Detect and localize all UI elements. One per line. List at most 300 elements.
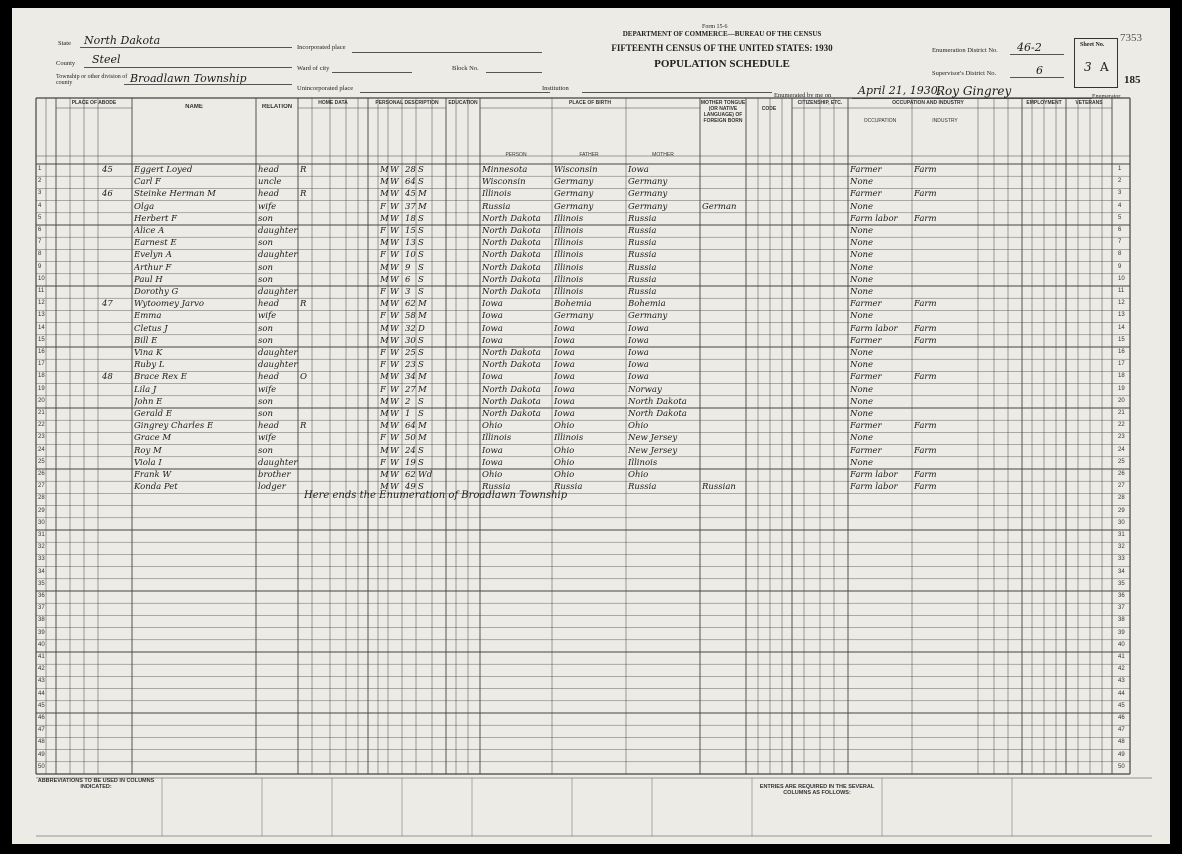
row-number: 14 [1118,324,1125,331]
row-number: 45 [1118,702,1125,709]
cell-race: W [390,372,399,383]
row-number: 40 [38,641,45,648]
cell-birth-father: Germany [554,177,594,188]
enumerator-label: Enumerator. [1092,94,1122,100]
cell-name: Cletus J [134,323,168,334]
row-number: 48 [38,739,45,746]
hdr-place-of-abode: PLACE OF ABODE [71,100,117,106]
cell-marital: M [418,384,427,395]
cell-name: Viola I [134,457,162,468]
cell-age: 64 [405,177,416,188]
cell-age: 49 [405,482,416,493]
cell-birth-person: Iowa [482,372,503,383]
cell-marital: S [418,177,424,188]
row-number: 22 [38,422,45,429]
township-value: Broadlawn Township [130,72,247,85]
cell-race: W [390,384,399,395]
enum-district-label: Enumeration District No. [932,47,998,54]
cell-birth-father: Germany [554,311,594,322]
cell-race: W [390,335,399,346]
row-number: 28 [1118,495,1125,502]
cell-race: W [390,226,399,236]
cell-occupation: None [850,311,874,322]
row-number: 21 [1118,410,1125,416]
row-number: 2 [38,178,42,185]
cell-age: 1 [405,409,411,419]
cell-birth-person: North Dakota [482,213,541,224]
stamp-number: 7353 [1120,32,1142,44]
cell-sex: F [380,457,386,468]
cell-sex: M [380,165,389,175]
cell-race: W [390,323,399,334]
cell-birth-father: Ohio [554,421,575,432]
row-number: 49 [1118,751,1125,758]
row-number: 12 [1118,300,1125,307]
cell-relation: head [258,372,280,383]
row-number: 45 [38,702,45,709]
row-number: 19 [1118,385,1125,392]
cell-relation: daughter [258,360,298,371]
cell-industry: Farm [914,189,937,200]
cell-marital: S [418,335,424,346]
cell-occupation: None [850,177,874,188]
row-number: 20 [38,397,45,404]
hdr-employment: EMPLOYMENT [1026,100,1062,106]
cell-birth-person: North Dakota [482,226,541,236]
cell-occupation: Farmer [850,165,882,175]
cell-relation: daughter [258,226,298,236]
row-number: 36 [38,593,45,599]
cell-birth-father: Illinois [554,274,584,285]
cell-relation: head [258,189,280,200]
cell-birth-mother: Iowa [628,323,649,334]
cell-marital: M [418,421,427,432]
cell-occupation: None [850,287,874,297]
cell-name: Vina K [134,348,163,358]
cell-birth-person: North Dakota [482,238,541,249]
cell-name: Dorothy G [134,287,179,297]
hdr-occupation-industry: OCCUPATION AND INDUSTRY [892,100,964,106]
department: DEPARTMENT OF COMMERCE—BUREAU OF THE CENSUS [622,30,822,38]
row-number: 48 [1118,739,1125,746]
cell-birth-person: Wisconsin [482,177,526,188]
cell-relation: son [258,213,273,224]
cell-sex: M [380,323,389,334]
cell-occupation: None [850,250,874,261]
cell-marital: S [418,348,424,358]
cell-birth-mother: North Dakota [628,396,687,407]
incorporated-label: Incorporated place [297,44,346,51]
row-number: 11 [38,288,45,294]
cell-name: John E [134,396,163,407]
cell-birth-father: Ohio [554,457,575,468]
cell-name: Eggert Loyed [134,165,193,175]
cell-relation: head [258,165,280,175]
cell-age: 19 [405,457,416,468]
hdr-birth: PLACE OF BIRTH [569,100,611,106]
cell-marital: S [418,409,424,419]
cell-birth-father: Iowa [554,348,575,358]
cell-relation: son [258,274,273,285]
cell-race: W [390,250,399,261]
row-number: 14 [38,324,45,331]
enumerated-label: Enumerated by me on [774,92,832,99]
hdr-person: PERSON [505,152,527,158]
row-number: 10 [1118,275,1125,282]
cell-birth-person: Illinois [482,189,512,200]
cell-name: Earnest E [134,238,177,249]
cell-age: 50 [405,433,416,444]
row-number: 27 [1118,483,1125,490]
row-number: 11 [1118,288,1125,294]
cell-race: W [390,287,399,297]
cell-birth-father: Illinois [554,262,584,273]
cell-birth-mother: Illinois [628,457,658,468]
cell-industry: Farm [914,165,937,175]
census-sheet [12,8,1170,844]
cell-sex: M [380,177,389,188]
cell-birth-mother: Russia [628,482,657,493]
cell-birth-mother: Russia [628,213,657,224]
cell-age: 2 [405,396,411,407]
cell-marital: S [418,213,424,224]
cell-marital: S [418,262,424,273]
cell-birth-person: Iowa [482,457,503,468]
row-number: 42 [38,666,45,673]
row-number: 47 [38,727,45,734]
cell-birth-mother: Ohio [628,421,649,432]
cell-sex: F [380,201,386,212]
row-number: 41 [38,654,45,660]
cell-birth-person: Illinois [482,433,512,444]
row-number: 26 [38,471,45,477]
cell-birth-father: Russia [554,482,583,493]
cell-occupation: None [850,274,874,285]
cell-birth-person: Iowa [482,311,503,322]
cell-marital: M [418,189,427,200]
cell-marital: S [418,165,424,175]
cell-relation: daughter [258,348,298,358]
cell-birth-person: North Dakota [482,287,541,297]
cell-birth-person: North Dakota [482,348,541,358]
cell-relation: wife [258,384,277,395]
county-label: County [56,60,76,67]
cell-sex: F [380,311,386,322]
row-number: 34 [38,568,45,575]
cell-birth-father: Iowa [554,323,575,334]
cell-age: 18 [405,213,416,224]
cell-marital: S [418,250,424,261]
hdr-home-data: HOME DATA [318,100,348,106]
cell-race: W [390,299,399,310]
cell-sex: M [380,189,389,200]
state-label: State [58,40,71,47]
cell-birth-father: Germany [554,189,594,200]
block-label: Block No. [452,65,479,72]
cell-birth-father: Iowa [554,396,575,407]
cell-relation: son [258,238,273,249]
cell-occupation: None [850,238,874,249]
cell-occupation: Farm labor [850,213,898,224]
cell-name: Frank W [134,470,172,480]
cell-sex: M [380,396,389,407]
row-number: 7 [38,239,42,246]
cell-race: W [390,213,399,224]
row-number: 47 [1118,727,1125,734]
hdr-name: NAME [185,104,203,110]
row-number: 1 [38,166,42,172]
cell-birth-person: Iowa [482,299,503,310]
hdr-education: EDUCATION [448,100,478,106]
cell-race: W [390,470,399,480]
cell-sex: M [380,299,389,310]
cell-birth-mother: Iowa [628,372,649,383]
cell-industry: Farm [914,213,937,224]
row-number: 46 [1118,715,1125,721]
cell-age: 58 [405,311,416,322]
cell-name: Gerald E [134,409,173,419]
cell-marital: M [418,201,427,212]
cell-dwelling: 48 [102,372,113,383]
cell-age: 28 [405,165,416,175]
row-number: 32 [38,544,45,551]
row-number: 50 [1118,763,1125,770]
cell-name: Grace M [134,433,172,444]
cell-birth-person: North Dakota [482,262,541,273]
cell-home: R [300,299,307,310]
row-number: 50 [38,763,45,770]
cell-age: 62 [405,299,416,310]
row-number: 24 [38,446,45,453]
row-number: 27 [38,483,45,490]
cell-birth-mother: Bohemia [628,299,666,310]
cell-relation: daughter [258,250,298,261]
cell-race: W [390,274,399,285]
cell-birth-father: Bohemia [554,299,592,310]
row-number: 12 [38,300,45,307]
row-number: 18 [1118,373,1125,380]
row-number: 28 [38,495,45,502]
hdr-personal: PERSONAL DESCRIPTION [375,100,439,106]
cell-industry: Farm [914,482,937,493]
cell-occupation: Farmer [850,421,882,432]
hdr-mother: MOTHER [652,152,674,158]
cell-occupation: Farmer [850,372,882,383]
cell-birth-mother: Iowa [628,348,649,358]
row-number: 39 [1118,629,1125,636]
row-number: 8 [1118,251,1122,258]
row-number: 35 [1118,580,1125,587]
cell-marital: M [418,311,427,322]
row-number: 9 [38,263,42,270]
cell-birth-father: Illinois [554,433,584,444]
cell-marital: S [418,445,424,456]
cell-birth-mother: Russia [628,238,657,249]
row-number: 43 [38,678,45,685]
cell-birth-father: Illinois [554,287,584,297]
cell-birth-mother: Germany [628,177,668,188]
row-number: 25 [38,458,45,465]
schedule-title: POPULATION SCHEDULE [654,58,790,70]
cell-sex: F [380,433,386,444]
cell-birth-mother: Germany [628,189,668,200]
cell-occupation: Farm labor [850,482,898,493]
row-number: 17 [38,361,45,368]
cell-marital: S [418,287,424,297]
cell-occupation: Farmer [850,189,882,200]
county-value: Steel [92,53,121,66]
row-number: 23 [1118,434,1125,441]
cell-race: W [390,348,399,358]
row-number: 16 [38,349,45,355]
cell-occupation: Farmer [850,299,882,310]
cell-home: O [300,372,307,383]
cell-relation: wife [258,201,277,212]
cell-relation: son [258,335,273,346]
cell-relation: son [258,396,273,407]
state-value: North Dakota [84,34,161,47]
cell-age: 3 [405,287,411,297]
cell-relation: daughter [258,457,298,468]
cell-marital: Wd [418,470,432,480]
hdr-mother-tongue: MOTHER TONGUE (OR NATIVE LANGUAGE) OF FOREIGN BORN [700,100,746,124]
cell-name: Lila J [134,384,157,395]
cell-birth-person: North Dakota [482,360,541,371]
cell-name: Ruby L [134,360,165,371]
row-number: 32 [1118,544,1125,551]
cell-age: 64 [405,421,416,432]
cell-age: 23 [405,360,416,371]
cell-occupation: None [850,384,874,395]
enumerator-name: Roy Gingrey [936,84,1012,98]
cell-name: Steinke Herman M [134,189,216,200]
cell-sex: F [380,226,386,236]
row-number: 2 [1118,178,1122,185]
row-number: 38 [1118,617,1125,624]
end-note: Here ends the Enumeration of Broadlawn Township [304,490,568,501]
supervisor-value: 6 [1036,64,1043,77]
cell-birth-mother: New Jersey [628,433,678,444]
cell-sex: M [380,470,389,480]
row-number: 20 [1118,397,1125,404]
cell-age: 25 [405,348,416,358]
cell-marital: S [418,482,424,493]
supervisor-label: Supervisor's District No. [932,70,997,77]
cell-birth-mother: Ohio [628,470,649,480]
institution-label: Institution [542,85,569,92]
cell-birth-person: Minnesota [482,165,528,175]
cell-birth-person: North Dakota [482,396,541,407]
cell-birth-father: Iowa [554,372,575,383]
row-number: 5 [1118,214,1122,221]
cell-birth-mother: Russia [628,250,657,261]
cell-name: Roy M [134,445,162,456]
row-number: 4 [38,202,42,209]
cell-relation: lodger [258,482,286,493]
cell-marital: S [418,360,424,371]
cell-birth-father: Iowa [554,360,575,371]
cell-birth-father: Germany [554,201,594,212]
cell-name: Olga [134,201,155,212]
cell-marital: S [418,226,424,236]
cell-birth-mother: Iowa [628,165,649,175]
cell-race: W [390,482,399,493]
cell-birth-father: Illinois [554,213,584,224]
cell-sex: M [380,445,389,456]
row-number: 4 [1118,202,1122,209]
row-number: 35 [38,580,45,587]
cell-sex: M [380,335,389,346]
cell-marital: S [418,396,424,407]
cell-relation: daughter [258,287,298,297]
cell-age: 6 [405,274,411,285]
row-number: 44 [38,690,45,697]
row-number: 46 [38,715,45,721]
cell-industry: Farm [914,372,937,383]
sheet-number: 3 [1084,60,1092,74]
cell-home: R [300,165,307,175]
cell-birth-father: Iowa [554,409,575,419]
cell-industry: Farm [914,323,937,334]
cell-occupation: None [850,457,874,468]
cell-race: W [390,177,399,188]
township-label: Township or other division of county [56,74,128,86]
cell-relation: brother [258,470,291,480]
row-number: 7 [1118,239,1122,246]
row-number: 30 [1118,519,1125,526]
row-number: 16 [1118,349,1125,355]
cell-race: W [390,311,399,322]
hdr-code: CODE [761,106,777,112]
sheet-label: Sheet No. [1080,42,1105,48]
row-number: 1 [1118,166,1122,172]
cell-birth-person: North Dakota [482,384,541,395]
cell-sex: F [380,384,386,395]
row-number: 37 [38,605,45,612]
cell-birth-father: Wisconsin [554,165,598,175]
row-number: 42 [1118,666,1125,673]
cell-marital: M [418,299,427,310]
hdr-relation: RELATION [261,104,293,110]
cell-name: Arthur F [134,262,172,273]
hdr-veterans: VETERANS [1075,100,1103,106]
row-number: 5 [38,214,42,221]
cell-birth-mother: Germany [628,311,668,322]
unincorporated-label: Unincorporated place [297,85,354,92]
cell-industry: Farm [914,421,937,432]
cell-birth-father: Ohio [554,445,575,456]
cell-birth-person: North Dakota [482,250,541,261]
cell-name: Konda Pet [134,482,178,493]
row-number: 39 [38,629,45,636]
cell-name: Paul H [134,274,163,285]
row-number: 10 [38,275,45,282]
row-number: 31 [38,532,45,538]
cell-age: 10 [405,250,416,261]
row-number: 34 [1118,568,1125,575]
cell-occupation: None [850,226,874,236]
cell-relation: son [258,409,273,419]
row-number: 9 [1118,263,1122,270]
cell-age: 9 [405,262,411,273]
cell-name: Gingrey Charles E [134,421,214,432]
census-title: FIFTEENTH CENSUS OF THE UNITED STATES: 1930 [611,43,833,53]
cell-birth-father: Illinois [554,238,584,249]
cell-sex: F [380,348,386,358]
cell-occupation: Farmer [850,335,882,346]
page-stamp: 185 [1124,74,1141,86]
row-number: 17 [1118,361,1125,368]
